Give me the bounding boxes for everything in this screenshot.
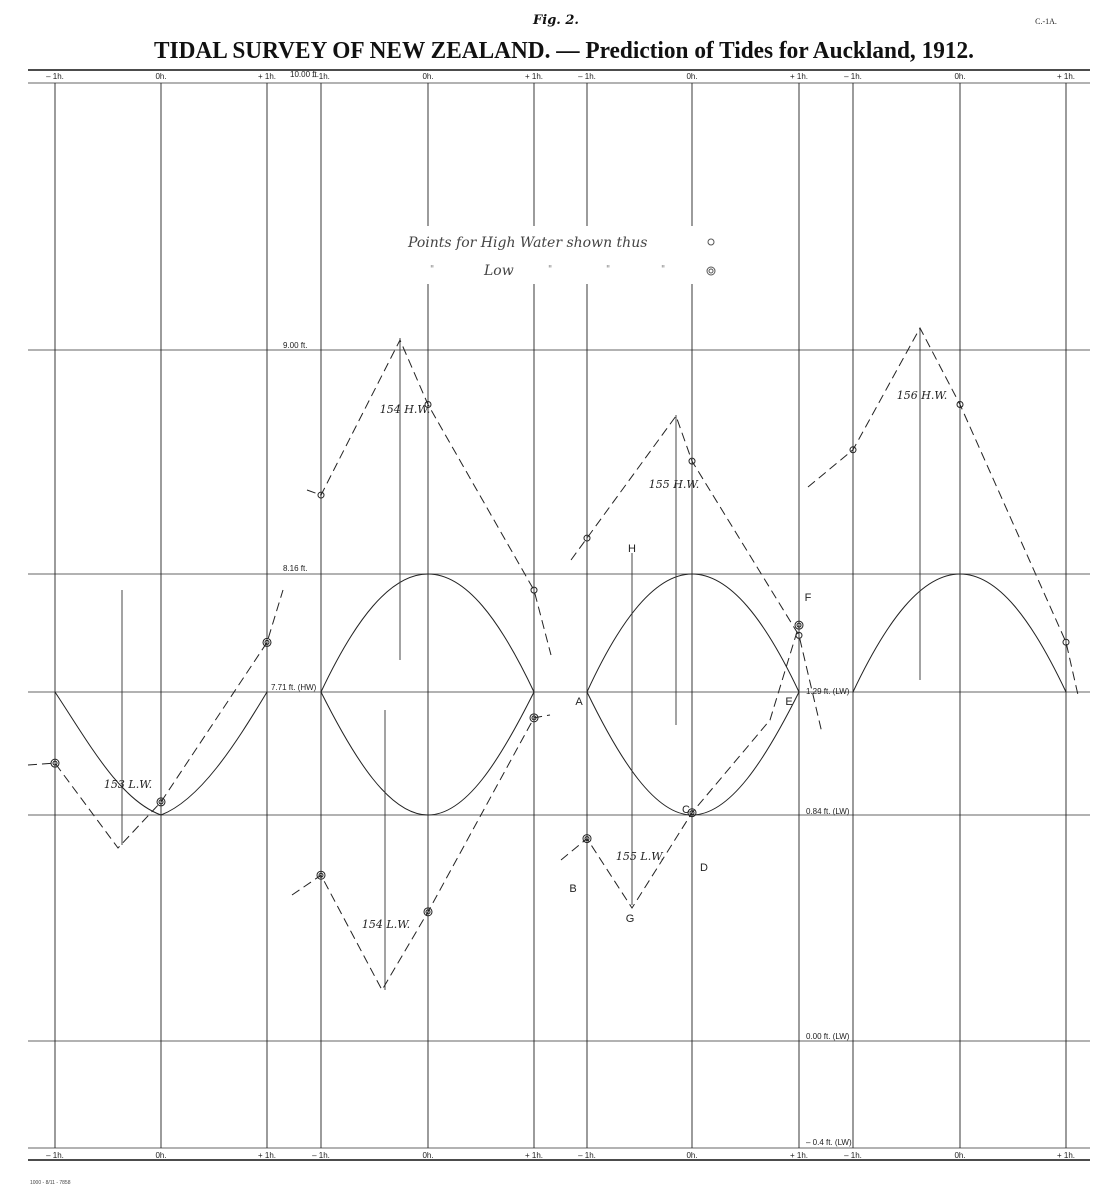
height-label-anchor-1: [281, 340, 282, 341]
corner-ref: C.-1A.: [1035, 17, 1057, 26]
top-tick-1-1: 0h.: [155, 72, 167, 81]
top-tick-2-2: + 1h.: [524, 72, 544, 81]
reference-curve-hw-2: [321, 574, 534, 692]
construction-letter-h: H: [628, 543, 636, 555]
fig-label: Fig. 2.: [533, 13, 579, 28]
legend-ditto-1: ": [548, 265, 553, 275]
top-tick-3-2: + 1h.: [789, 72, 809, 81]
reference-curve-hw-3: [587, 574, 799, 692]
tide-label-3: 155 H.W.: [648, 478, 700, 491]
reference-curve-lw-2: [321, 692, 534, 815]
printer-note: 1000 - 8/11 - 7858: [30, 1180, 71, 1186]
prediction-curve-6: [808, 328, 1078, 695]
height-label-5: 0.84 ft. (LW): [806, 807, 850, 816]
top-tick-3-0: – 1h.: [578, 72, 596, 81]
top-tick-4-2: + 1h.: [1056, 72, 1076, 81]
construction-letter-e: E: [785, 696, 793, 708]
height-label-1: 9.00 ft.: [283, 341, 308, 350]
bottom-tick-4-1: 0h.: [954, 1151, 966, 1160]
reference-curve-lw-3: [587, 692, 799, 815]
legend-ditto-mark: ": [430, 265, 435, 275]
height-label-anchor-6: [804, 1031, 805, 1032]
bottom-tick-1-0: – 1h.: [46, 1151, 64, 1160]
top-tick-2-0: – 1h.: [312, 72, 330, 81]
top-tick-2-1: 0h.: [422, 72, 434, 81]
prediction-curve-2: [307, 340, 551, 655]
tide-label-1: 154 H.W.: [379, 403, 431, 416]
height-label-6: 0.00 ft. (LW): [806, 1032, 850, 1041]
height-label-anchor-2: [281, 563, 282, 564]
top-tick-1-2: + 1h.: [257, 72, 277, 81]
legend-ditto-3: ": [661, 265, 666, 275]
bottom-tick-3-1: 0h.: [686, 1151, 698, 1160]
height-label-anchor-5: [804, 806, 805, 807]
bottom-tick-2-2: + 1h.: [524, 1151, 544, 1160]
top-tick-3-1: 0h.: [686, 72, 698, 81]
height-label-3: 7.71 ft. (HW): [271, 683, 317, 692]
height-label-0: 10.00 ft.: [290, 70, 319, 79]
height-label-4: 1.29 ft. (LW): [806, 687, 850, 696]
top-tick-4-1: 0h.: [954, 72, 966, 81]
bottom-tick-1-1: 0h.: [155, 1151, 167, 1160]
bottom-tick-4-2: + 1h.: [1056, 1151, 1076, 1160]
height-label-7: – 0.4 ft. (LW): [806, 1138, 852, 1147]
bottom-tick-3-2: + 1h.: [789, 1151, 809, 1160]
tide-label-4: 155 L.W.: [615, 850, 665, 863]
height-label-anchor-3: [269, 682, 270, 683]
prediction-curve-5: [561, 625, 799, 908]
legend-line-high: Points for High Water shown thus: [408, 235, 648, 251]
top-tick-4-0: – 1h.: [844, 72, 862, 81]
chart-title: TIDAL SURVEY OF NEW ZEALAND. — Prediction of Tides for Auckland, 1912.: [154, 38, 974, 64]
construction-letter-g: G: [625, 913, 635, 925]
legend-ditto-2: ": [606, 265, 611, 275]
tide-label-0: 153 L.W.: [103, 778, 153, 791]
height-label-2: 8.16 ft.: [283, 564, 308, 573]
prediction-curve-1: [28, 590, 283, 848]
bottom-tick-3-0: – 1h.: [578, 1151, 596, 1160]
legend: [396, 226, 718, 284]
height-label-anchor-4: [804, 686, 805, 687]
tide-label-2: 154 L.W.: [361, 918, 411, 931]
height-label-anchor-7: [804, 1137, 805, 1138]
bottom-tick-4-0: – 1h.: [844, 1151, 862, 1160]
prediction-curve-3: [292, 715, 550, 990]
construction-letter-d: D: [700, 862, 708, 874]
construction-letter-f: F: [804, 592, 812, 604]
construction-letter-a: A: [575, 696, 583, 708]
bottom-tick-2-0: – 1h.: [312, 1151, 330, 1160]
construction-letter-b: B: [569, 883, 577, 895]
legend-line-low: Low: [484, 263, 514, 279]
reference-curve-hw-4: [853, 574, 1066, 692]
construction-letter-c: C: [682, 804, 690, 816]
tide-label-5: 156 H.W.: [896, 389, 948, 402]
top-tick-1-0: – 1h.: [46, 72, 64, 81]
bottom-tick-1-2: + 1h.: [257, 1151, 277, 1160]
bottom-tick-2-1: 0h.: [422, 1151, 434, 1160]
